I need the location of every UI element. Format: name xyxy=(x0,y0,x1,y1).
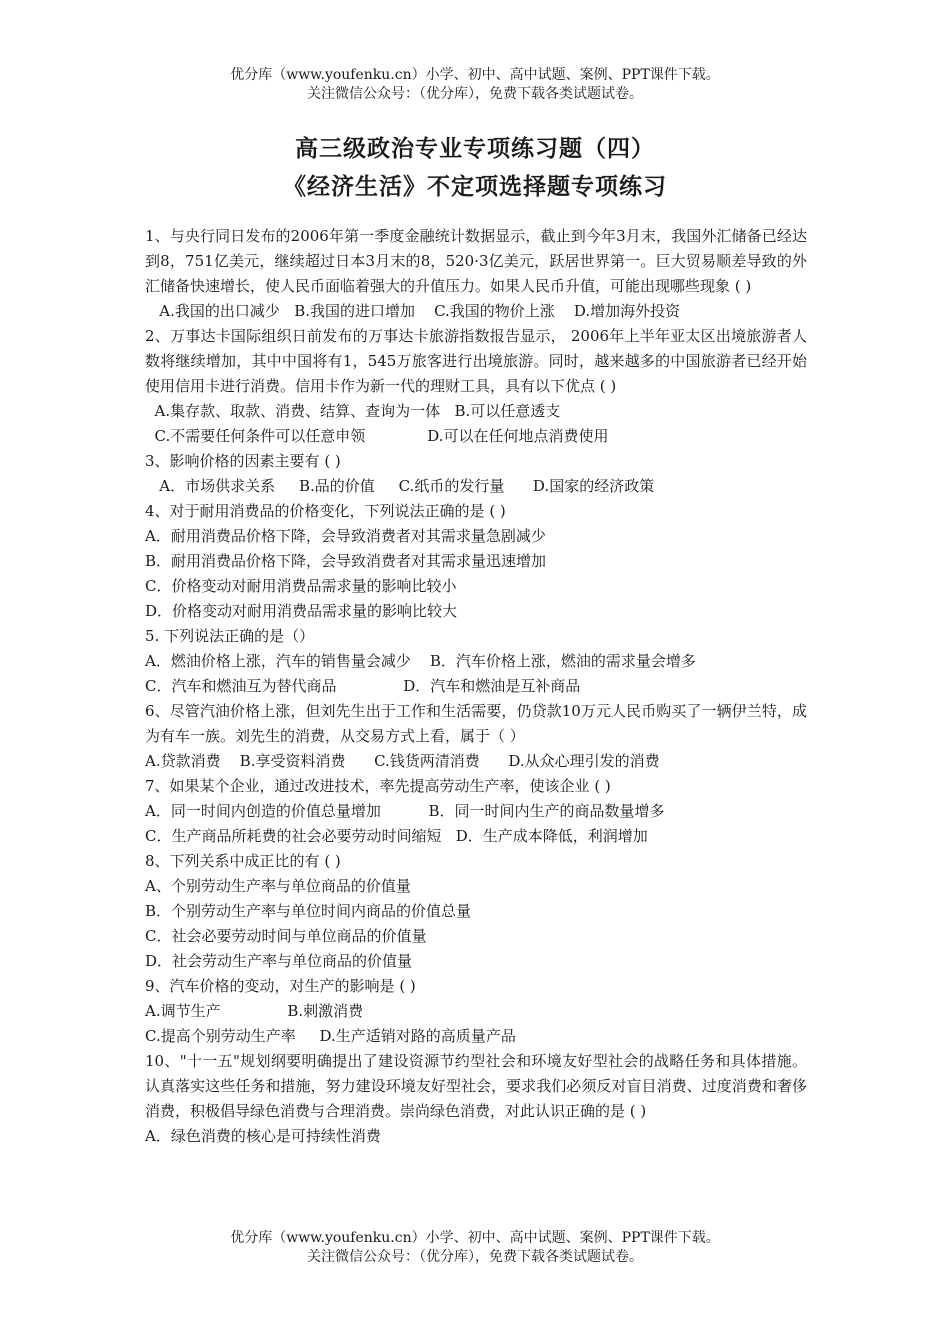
option-line: C．价格变动对耐用消费品需求量的影响比较小 xyxy=(145,577,457,595)
option-line: D．价格变动对耐用消费品需求量的影响比较大 xyxy=(145,602,458,620)
option-line: A.贷款消费 B.享受资料消费 C.钱货两清消费 D.从众心理引发的消费 xyxy=(145,752,660,770)
option-line: C．汽车和燃油互为替代商品 D．汽车和燃油是互补商品 xyxy=(145,677,581,695)
question-stem: 10、"十一五"规划纲要明确提出了建设资源节约型社会和环境友好型社会的战略任务和具体措施。认真落实这些任务和措施，努力建设环境友好型社会，要求我们必须反对盲目消费、过度消费和奢侈消费，积极倡导绿色消费与合理消费。崇尚绿色消费，对此认识正确的是 ( ) xyxy=(145,1052,807,1120)
question-list xyxy=(145,224,807,1149)
option-line: B．耐用消费品价格下降，会导致消费者对其需求量迅速增加 xyxy=(145,552,547,570)
header-line-2: 关注微信公众号：（优分库），免费下载各类试题试卷。 xyxy=(307,86,643,102)
option-line: A．同一时间内创造的价值总量增加 B．同一时间内生产的商品数量增多 xyxy=(145,802,665,820)
option-line: A.调节生产 B.刺激消费 xyxy=(145,1002,364,1020)
question-stem: 8、下列关系中成正比的有 ( ) xyxy=(145,852,341,870)
question-stem: 9、汽车价格的变动，对生产的影响是 ( ) xyxy=(145,977,416,995)
question-stem: 1、与央行同日发布的2006年第一季度金融统计数据显示，截止到今年3月末，我国外汇储备已经达到8，751亿美元，继续超过日本3月末的8，520·3亿美元，跃居世界第一。巨大贸易顺差导致的外汇储备快速增长，使人民币面临着强大的升值压力。如果人民币升值，可能出现哪些现象 ( ) xyxy=(145,227,807,295)
option-line: A．燃油价格上涨，汽车的销售量会减少 B．汽车价格上涨，燃油的需求量会增多 xyxy=(145,652,696,670)
question-stem: 3、影响价格的因素主要有 ( ) xyxy=(145,452,341,470)
question-stem: 2、万事达卡国际组织日前发布的万事达卡旅游指数报告显示， 2006年上半年亚太区出境旅游者人数将继续增加，其中中国将有1，545万旅客进行出境旅游。同时，越来越多的中国旅游者已经开始使用信用卡进行消费。信用卡作为新一代的理财工具，具有以下优点 ( ) xyxy=(145,327,807,395)
option-line: C.提高个别劳动生产率 D.生产适销对路的高质量产品 xyxy=(145,1027,516,1045)
option-line: A．耐用消费品价格下降，会导致消费者对其需求量急剧减少 xyxy=(145,527,546,545)
question-stem: 6、尽管汽油价格上涨，但刘先生出于工作和生活需要，仍贷款10万元人民币购买了一辆伊兰特，成为有车一族。刘先生的消费，从交易方式上看，属于（ ） xyxy=(145,702,807,745)
option-line: A.我国的出口减少 B.我国的进口增加 C.我国的物价上涨 D.增加海外投资 xyxy=(145,302,681,320)
question-stem: 7、如果某个企业，通过改进技术，率先提高劳动生产率，使该企业 ( ) xyxy=(145,777,611,795)
option-line: A、个别劳动生产率与单位商品的价值量 xyxy=(145,877,411,895)
option-line: C．生产商品所耗费的社会必要劳动时间缩短 D．生产成本降低，利润增加 xyxy=(145,827,648,845)
option-line: A．绿色消费的核心是可持续性消费 xyxy=(145,1127,381,1145)
option-line: A.集存款、取款、消费、结算、查询为一体 B.可以任意透支 xyxy=(145,402,561,420)
question-stem: 4、对于耐用消费品的价格变化，下列说法正确的是 ( ) xyxy=(145,502,506,520)
page-subtitle: 《经济生活》不定项选择题专项练习 xyxy=(283,174,667,200)
page-title: 高三级政治专业专项练习题（四） xyxy=(295,136,655,162)
footer-line-1: 优分库（www.youfenku.cn）小学、初中、高中试题、案例、PPT课件下载。 xyxy=(230,1230,720,1246)
option-line: D．社会劳动生产率与单位商品的价值量 xyxy=(145,952,413,970)
option-line: B．个别劳动生产率与单位时间内商品的价值总量 xyxy=(145,902,472,920)
header-line-1: 优分库（www.youfenku.cn）小学、初中、高中试题、案例、PPT课件下载。 xyxy=(230,67,720,83)
option-line: C．社会必要劳动时间与单位商品的价值量 xyxy=(145,927,427,945)
option-line: A．市场供求关系 B.品的价值 C.纸币的发行量 D.国家的经济政策 xyxy=(145,477,655,495)
question-stem: 5. 下列说法正确的是（） xyxy=(145,627,315,645)
option-line: C.不需要任何条件可以任意申领 D.可以在任何地点消费使用 xyxy=(145,427,609,445)
footer-line-2: 关注微信公众号：（优分库），免费下载各类试题试卷。 xyxy=(307,1249,643,1265)
